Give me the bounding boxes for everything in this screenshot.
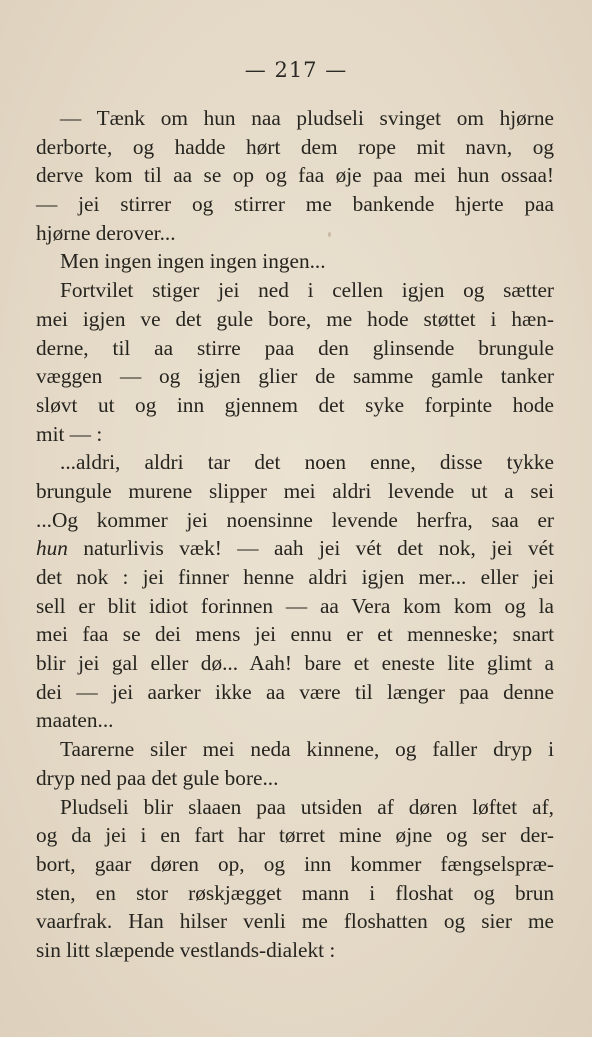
text-line: dei — jei aarker ikke aa være til længer paa denne [36, 679, 554, 704]
text-line: ...aldri, aldri tar det noen enne, disse tykke [60, 450, 554, 475]
text-line: mei faa se dei mens jei ennu er et menneske; snart [36, 622, 554, 647]
emphasized-word: hun [36, 536, 68, 561]
text-line: derborte, og hadde hørt dem rope mit navn, og [36, 134, 554, 159]
text-line: dryp ned paa det gule bore... [36, 765, 279, 790]
text-line: sløvt ut og inn gjennem det syke forpinte hode [36, 392, 554, 417]
text-line: derve kom til aa se op og faa øje paa mei hun ossaa! [36, 163, 554, 188]
text-line: det nok : jei finner henne aldri igjen mer... eller jei [36, 565, 554, 589]
text-line [36, 534, 554, 563]
text-line: hjørne derover... [36, 220, 176, 245]
text-line: mit — : [36, 421, 103, 446]
text-line: ...Og kommer jei noensinne levende herfra, saa er [36, 507, 554, 532]
text-line: væggen — og igjen glier de samme gamle tanker [36, 364, 554, 389]
text-line: bort, gaar døren op, og inn kommer fængselspræ- [36, 851, 554, 876]
text-line: derne, til aa stirre paa den glinsende brungule [36, 335, 554, 360]
text-line: sin litt slæpende vestlands-dialekt : [36, 937, 336, 962]
text-line: sell er blit idiot forinnen — aa Vera kom kom og la [36, 593, 554, 618]
text-line: brungule murene slipper mei aldri levende ut a sei [36, 478, 554, 503]
text-line: mei igjen ve det gule bore, me hode støttet i hæn- [36, 306, 554, 331]
text-line: — Tænk om hun naa pludseli svinget om hjørne [60, 106, 554, 130]
page-number: — 217 — [244, 58, 348, 82]
text-line: Pludseli blir slaaen paa utsiden af døren løftet af, [60, 794, 554, 819]
body-text [36, 104, 554, 965]
line-text: naturlivis væk! — aah jei vét det nok, jei vét [67, 536, 554, 561]
text-line: — jei stirrer og stirrer me bankende hjerte paa [36, 192, 554, 217]
text-line: Taarerne siler mei neda kinnene, og faller dryp i [60, 737, 554, 762]
text-line: sten, en stor røskjægget mann i floshat og brun [36, 880, 554, 905]
text-line: og da jei i en fart har tørret mine øjne og ser der- [36, 823, 554, 848]
text-line: Men ingen ingen ingen ingen... [60, 249, 326, 274]
text-line: vaarfrak. Han hilser venli me floshatten og sier me [36, 909, 554, 934]
text-line: blir jei gal eller dø... Aah! bare et eneste lite glimt a [36, 651, 554, 676]
text-line: Fortvilet stiger jei ned i cellen igjen og sætter [60, 278, 554, 303]
text-line: maaten... [36, 708, 114, 733]
